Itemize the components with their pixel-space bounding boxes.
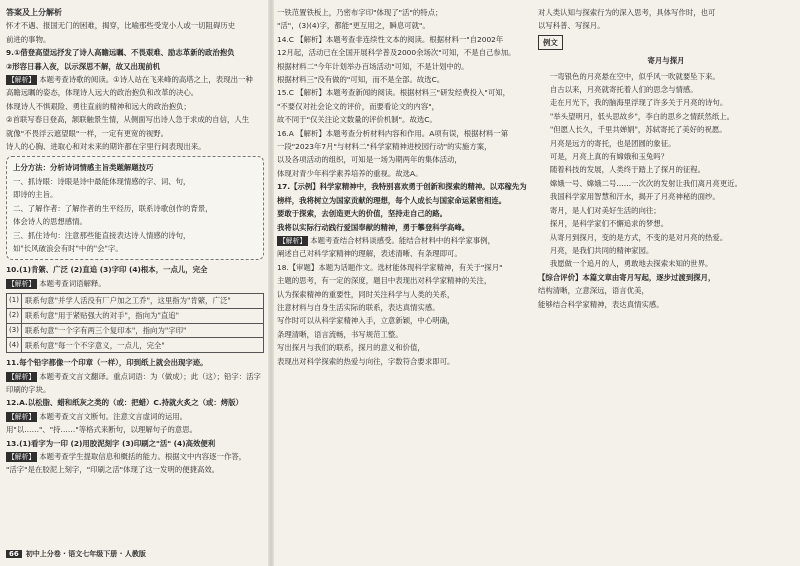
essay-line: 寄月，是人们对美好生活的向往； (549, 205, 661, 215)
page-footer (6, 549, 146, 559)
table-label: (4) (9, 340, 19, 349)
essay-line: "但愿人长久，千里共婵娟"，苏轼寄托了美好的祝愿。 (549, 125, 727, 135)
text-line: 高瞻远瞩的姿态，体现诗人远大的政治抱负和改革的决心。 (6, 88, 199, 98)
column-left (6, 6, 264, 477)
essay-line: 随着科技的发展，人类终于踏上了探月的征程。 (549, 165, 706, 175)
method-line: 体会诗人的思想感情。 (13, 217, 87, 227)
essay (538, 54, 794, 271)
text-line: 一段"2023年7月"与材料二"科学家精神进校园行动"的实施方案， (277, 142, 492, 152)
text-line: 用"以……"、"持……"等格式来断句，以理解句子的意思。 (6, 425, 197, 435)
text-line: 认为探索精神的重要性，同时关注科学与人类的关系， (277, 289, 455, 299)
essay-line: 自古以来，月亮就寄托着人们的思念与情感。 (549, 85, 698, 95)
text-line: 结构清晰，立意深远，语言优美， (538, 286, 649, 296)
text-line: 写出探月与我们的联系，探月的意义和价值， (277, 343, 425, 353)
explain-table (6, 293, 264, 353)
text-line: 阐述自己对科学家精神的理解，表述清晰、有条理即可。 (277, 249, 462, 259)
q10-explain: 本题考查词语解释。 (39, 278, 106, 288)
table-row: 联系句意"用于紧贴强大的对手"，指向为"直追" (22, 309, 263, 324)
text-line: 前进的事物。 (6, 34, 51, 44)
table-label: (2) (7, 309, 21, 324)
text-line: 对人类认知与探索行为的深入思考，具体写作时，也可 (538, 8, 716, 17)
method-box (6, 156, 264, 260)
q17-answer: 17.【示例】科学家精神中，我特别喜欢勇于创新和探索的精神。以邓稼先为 (277, 182, 527, 192)
q12-answer: 12.A.以松脂、蜡和纸灰之类的（或：把蜡）C.持就火炙之（或：烤版） (6, 398, 243, 408)
book-title: 初中上分卷 · 语文七年级下册 · 人教版 (25, 550, 146, 558)
example-badge: 例文 (538, 35, 563, 50)
explain-tag: 【解析】 (8, 279, 36, 288)
q18-answer: 18.【审题】本题为话题作文。选材能体现科学家精神，有关于"探月" (277, 262, 503, 272)
text-line: 一铁范置铁板上，乃密布字印"体现了"活"的特点； (277, 8, 443, 17)
q9-answer-b: ②形容日暮入夜，以示深思不解，故又出现前机 (6, 61, 161, 71)
q16-answer: 16.A 【解析】本题考查分析材料内容和作用。A项有误，根据材料一第 (277, 128, 509, 138)
q9-answer: 9.①借登高望远抒发了诗人高瞻远瞩、不畏艰难、励志革新的政治抱负 (6, 48, 235, 58)
column-right (538, 6, 794, 311)
q13-explain: 本题考查学生提取信息和概括的能力。根据文中内容逐一作答， (39, 451, 247, 461)
q13-answer: 13.(1)看字为一印 (2)用胶泥刻字 (3)印刷之"活" (4)高效便利 (6, 438, 216, 448)
essay-line: "举头望明月，低头思故乡"，李白的思乡之情跃然纸上。 (549, 111, 735, 121)
explain-tag: 【解析】 (8, 412, 36, 421)
text-line: 就像"不畏浮云遮望眼"一样，一定有更宽的视野。 (6, 128, 169, 138)
q10-answer: 10.(1)肯綮、广泛 (2)直追 (3)字印 (4)根本，一点儿，完全 (6, 265, 208, 275)
q14-answer: 14.C 【解析】本题考查非连续性文本的阅读。根据材料一"自2002年 (277, 34, 504, 44)
essay-line: 走在月光下，我的脑海里浮现了许多关于月亮的诗句。 (549, 98, 728, 108)
text-line: "活字"是在胶泥上刻字，"印刷之活"体现了这一发明的便捷高效。 (6, 465, 220, 475)
text-line: "不要仅对社会论文的评价，而要看论文的内容"， (277, 101, 440, 111)
method-line: 如"长风破浪会有时"中的"会"字。 (13, 243, 123, 253)
explain-tag: 【解析】 (8, 452, 36, 461)
text-line: 写作时可以从科学家精神入手，立意新颖，中心明确， (277, 316, 455, 326)
text-line: 故不同于"仅关注论文数量的评价机制"。故选C。 (277, 115, 437, 125)
essay-line: 从寄月到探月，变的是方式，不变的是对月亮的热爱。 (549, 232, 728, 242)
text-line: 以写科普、写探月。 (538, 21, 605, 31)
method-line: 即诗的主旨。 (13, 190, 58, 200)
text-line: 能够结合科学家精神，表达真情实感。 (538, 299, 664, 309)
text-line: 体现诗人不惧艰险、勇往直前的精神和远大的政治抱负； (6, 101, 191, 111)
q11-answer: 11.每个铅字都像一个印章（一样），印到纸上就会出现字迹。 (6, 358, 208, 368)
explain-tag: 【解析】 (279, 236, 307, 245)
essay-line: 月亮是远方的寄托，也是团圆的象征。 (549, 138, 676, 148)
q9-explain: 本题考查诗歌的阅读。①诗人站在飞来峰的高塔之上，表现出一种 (39, 75, 253, 85)
text-line: 要敢于探索，去创造更大的价值，坚持走自己的路。 (277, 209, 447, 219)
q12-explain: 本题考查文言文断句。注意文言虚词的运用。 (39, 411, 188, 421)
text-line: 根据材料二"今年计划举办百场活动"可知，不是计划中的。 (277, 61, 469, 71)
essay-line: 我国科学家用智慧和汗水，揭开了月亮神秘的面纱。 (549, 192, 720, 202)
q11-explain: 本题考查文言文翻译。重点词语：为（做成）；此（这）；铅字：活字印刷的字块。 (6, 371, 261, 394)
text-line: 怀才不遇、报国无门的困难，揭穿，比喻那些受宠小人或一切阻碍历史 (6, 21, 236, 31)
section-title: 答案及上分解析 (6, 8, 62, 17)
table-label: (1) (7, 294, 21, 309)
method-line: 一、抓诗眼：诗眼是诗中最能体现情感的字、词、句， (13, 176, 191, 186)
essay-line: 一弯银色的月亮悬在空中，似乎风一吹就要坠下来。 (549, 71, 720, 81)
text-line: 条理清晰，语言流畅，书写规范工整。 (277, 329, 403, 339)
method-title: 上分方法：分析诗词情感主旨类题解题技巧 (13, 163, 154, 173)
column-middle (277, 6, 527, 368)
essay-line: 探月，是科学家们不懈追求的梦想。 (549, 219, 669, 229)
text-line: 我将以实际行动践行爱国奉献的精神，勇于攀登科学高峰。 (277, 222, 470, 232)
essay-line: 我愿做一个追月的人，勇敢地去探索未知的世界。 (549, 259, 713, 269)
text-line: 以及各项活动的组织，可知是一场为期两年的集体活动， (277, 155, 462, 165)
page-number: 66 (6, 550, 22, 558)
text-line: "活"，(3)(4)字，都能"更互用之，瞬息可就"。 (277, 21, 430, 31)
text-line: 12月起，活动已在全国开展科学普及2000余场次"可知，不是自己参加。 (277, 48, 516, 58)
essay-line: 月亮，是我们共同的精神家园。 (549, 245, 654, 255)
q15-answer: 15.C 【解析】本题考查新闻的阅读。根据材料三"研发经费投入"可知， (277, 88, 511, 98)
table-row: 联系句意"一个字有两三个复印本"，指向为"字印" (22, 324, 263, 339)
q17-explain: 本题考查结合材料谈感受。能结合材料中的科学家事例， (310, 235, 495, 245)
essay-line: 可是，月亮上真的有嫦娥和玉兔吗？ (549, 152, 669, 162)
text-line: 表现出对科学探索的热爱与向往，字数符合要求即可。 (277, 356, 455, 366)
table-label: (3) (7, 324, 21, 339)
essay-line: 嫦娥一号、嫦娥二号……一次次的发射让我们离月亮更近。 (549, 178, 742, 188)
text-line: 榜样，我将树立为国家贡献的理想，每个人成长与国家命运紧密相连。 (277, 195, 507, 205)
text-line: 根据材料三"没有做的"可知，而不是全部。故选C。 (277, 75, 445, 85)
method-line: 三、抓住诗句：注意那些能直接表达诗人情感的诗句， (13, 230, 191, 240)
review: 【综合评价】本篇文章由寄月写起，逐步过渡到探月， (538, 272, 716, 282)
page-gutter (268, 0, 274, 566)
method-line: 二、了解作者：了解作者的生平经历，联系诗歌创作的背景， (13, 203, 213, 213)
text-line: 体现对青少年科学素养培养的重视。故选A。 (277, 168, 423, 178)
text-line: ②首联写春日登高，颔联触景生情，从侧面写出诗人急于求成的自信，人生 (6, 115, 250, 125)
table-row: 联系句意"并学人活没有厂户加之工乔"，这里指为"肯綮，广泛" (22, 294, 263, 309)
table-row: 联系句意"每一个不字意义，一点儿，完全" (25, 340, 165, 350)
text-line: 注意材料与自身生活实际的联系，表达真情实感。 (277, 302, 440, 312)
explain-tag: 【解析】 (8, 372, 36, 381)
text-line: 主题的思考，有一定的深度，题目中表现出对科学家精神的关注， (277, 276, 492, 286)
text-line: 诗人的心胸、进取心和对未来的期许都在字里行间表现出来。 (6, 142, 206, 152)
essay-title: 寄月与探月 (647, 56, 685, 66)
explain-tag: 【解析】 (8, 76, 36, 85)
